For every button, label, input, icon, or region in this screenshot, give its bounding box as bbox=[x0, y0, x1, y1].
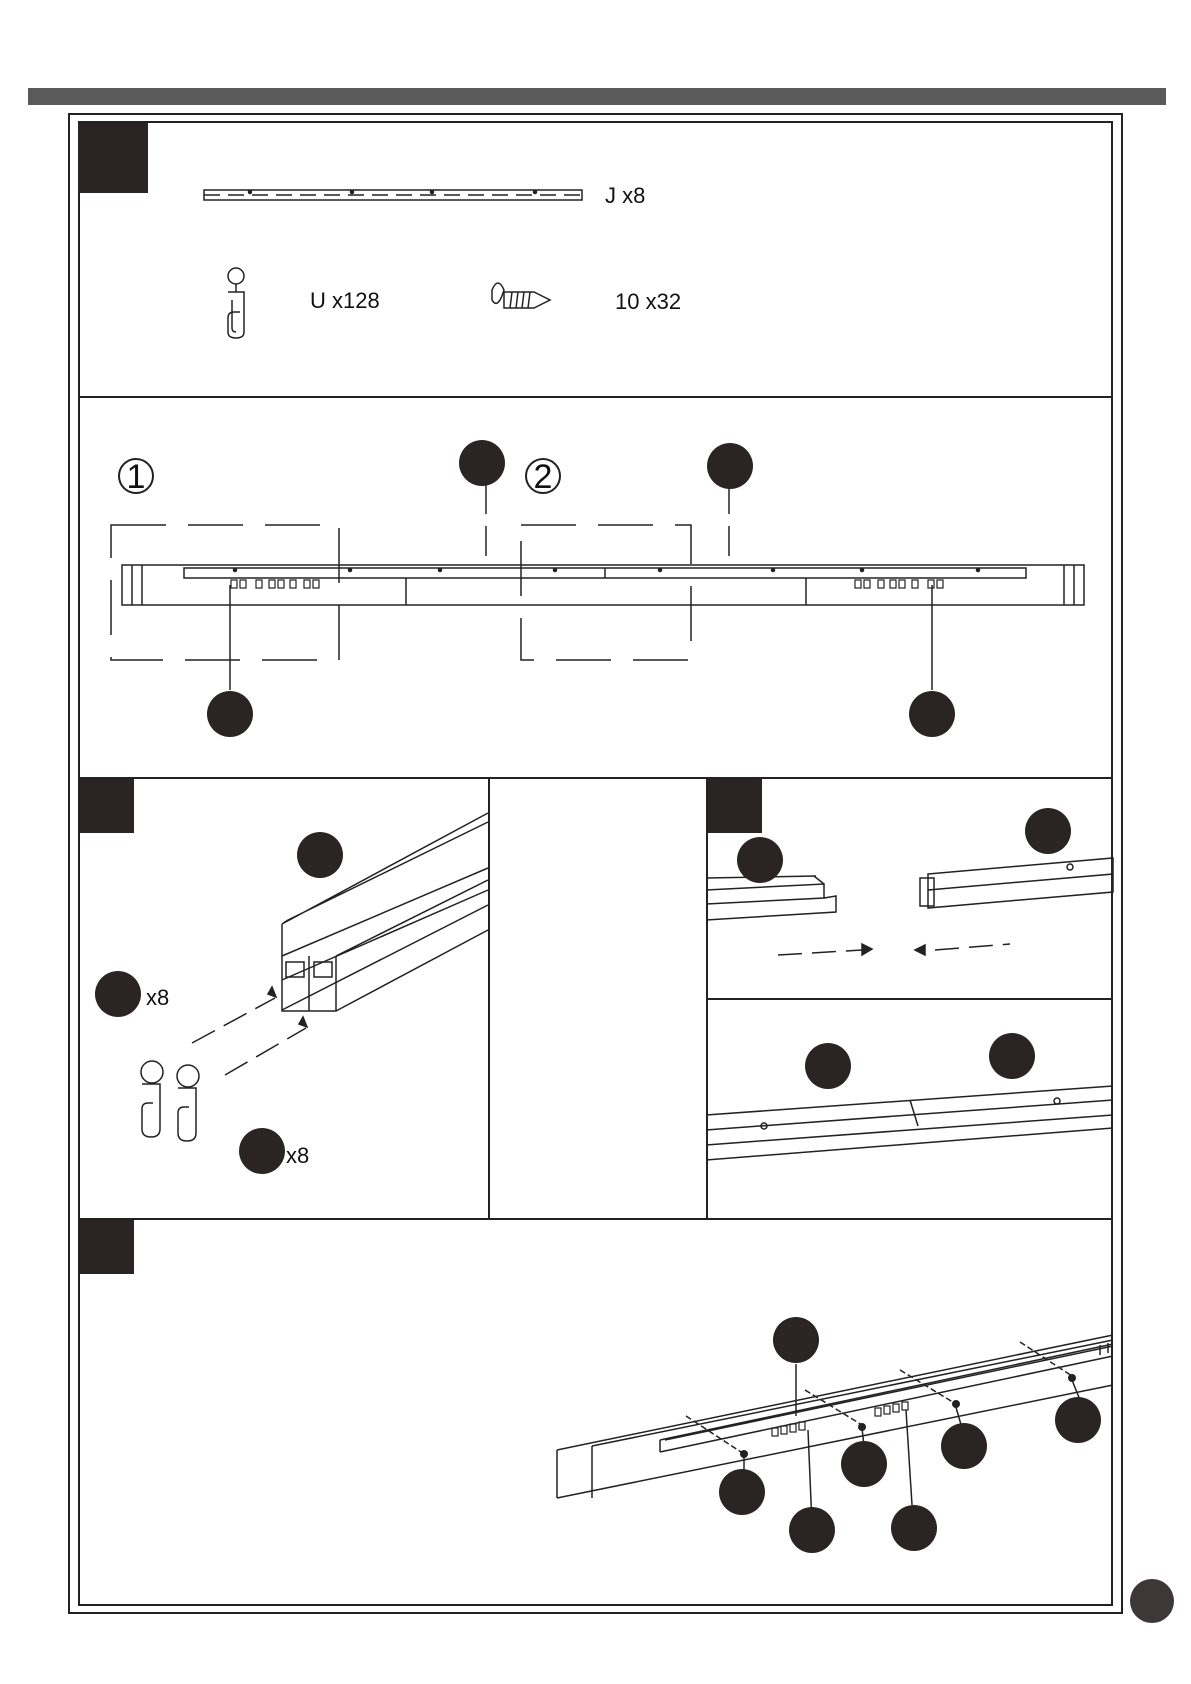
screw-quantity-label: 10 x32 bbox=[615, 289, 682, 314]
rail-quantity-label: J x8 bbox=[605, 183, 646, 208]
screw-icon bbox=[492, 283, 550, 308]
page-number-badge bbox=[1130, 1579, 1174, 1623]
glider-quantity-label: U x128 bbox=[310, 288, 380, 313]
overview-track bbox=[111, 484, 1084, 690]
detail-number-2: 2 bbox=[525, 458, 561, 494]
mount-track-3d bbox=[557, 1335, 1113, 1525]
rail-part-icon bbox=[204, 190, 582, 200]
rail-qty-step: x8 bbox=[146, 985, 170, 1010]
glider-hook-icon bbox=[228, 268, 244, 338]
detail-number-1: 1 bbox=[118, 458, 154, 494]
glider-qty-step: x8 bbox=[286, 1143, 310, 1168]
join-rails-after bbox=[706, 1086, 1113, 1160]
